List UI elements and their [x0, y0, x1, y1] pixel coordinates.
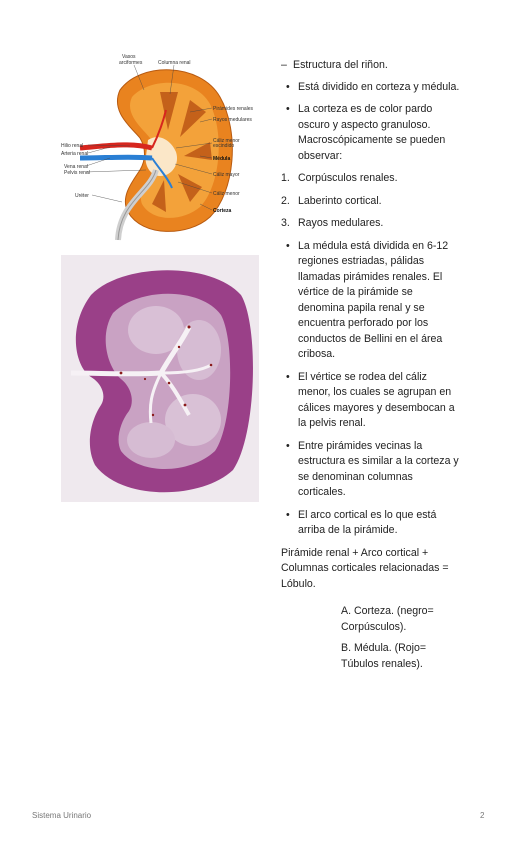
list-item: 3. Rayos medulares. [281, 217, 384, 229]
histology-svg [61, 255, 259, 502]
label-caliz-menor-esc: Cáliz menor [213, 138, 240, 144]
label-columna: Columna renal [158, 60, 191, 66]
kidney-histology-image [61, 255, 259, 502]
label-vasos: Vasos [122, 54, 136, 60]
bullet-list-b [281, 239, 461, 539]
page-number: 2 [480, 811, 485, 820]
heading-text: Estructura del riñon. [293, 59, 388, 71]
legend-item: B. Médula. (Rojo= Túbulos renales). [341, 642, 427, 670]
label-vasos-2: arciformes [119, 60, 143, 66]
list-item: 2. Laberinto cortical. [281, 194, 382, 207]
label-caliz-mayor: Cáliz mayor [213, 172, 240, 178]
label-rayos: Rayos medulares [213, 117, 252, 123]
list-item: 1. Corpúsculos renales. [281, 172, 398, 184]
label-corteza: Corteza [213, 208, 232, 214]
list-item: • La corteza es de color pardo oscuro y aspecto granuloso. Macroscópicamente se pueden observar: [281, 102, 461, 164]
list-item: • Entre pirámides vecinas la estructura es similar a la corteza y se denominan columnas corticales. [281, 439, 461, 501]
legend-item: A. Corteza. (negro= Corpúsculos). [341, 605, 434, 633]
kidney-anatomy-diagram [60, 52, 260, 242]
label-ureter: Uréter [75, 193, 89, 199]
footer-title: Sistema Urinario [32, 811, 92, 820]
numbered-list [281, 171, 461, 232]
label-medula: Médula [213, 156, 231, 162]
renal-vein [80, 157, 152, 158]
legend-block [341, 604, 461, 672]
label-pelvis: Pelvis renal [64, 170, 90, 176]
heading-dash: – [281, 59, 287, 71]
label-piramides: Pirámides renales [213, 106, 254, 112]
label-caliz-menor: Cáliz menor [213, 191, 240, 197]
renal-artery [80, 145, 152, 148]
section-heading [281, 58, 461, 74]
label-caliz-menor-esc-2: escindido [213, 143, 235, 149]
kidney-diagram-svg [60, 52, 260, 242]
text-column [281, 58, 461, 678]
label-arteria: Arteria renal [61, 151, 89, 157]
label-hilio: Hilio renal [61, 143, 84, 149]
list-item: • El vértice se rodea del cáliz menor, los cuales se agrupan en cálices mayores y desembocan a la pelvis renal. [281, 370, 461, 432]
list-item: • Está dividido en corteza y médula. [281, 80, 461, 96]
list-item: • El arco cortical es lo que está arriba de la pirámide. [281, 508, 461, 539]
list-item: • La médula está dividida en 6-12 regiones estriadas, pálidas llamadas pirámides renales. El vértice de la pirámide se denomina papila renal y se encuentra perforado por los conductos de Bellini en el área cribosa. [281, 239, 461, 363]
label-vena: Vena renal [64, 164, 88, 170]
summary-paragraph: Pirámide renal + Arco cortical + Columnas corticales relacionadas = Lóbulo. [281, 546, 449, 590]
bullet-list-a [281, 80, 461, 165]
